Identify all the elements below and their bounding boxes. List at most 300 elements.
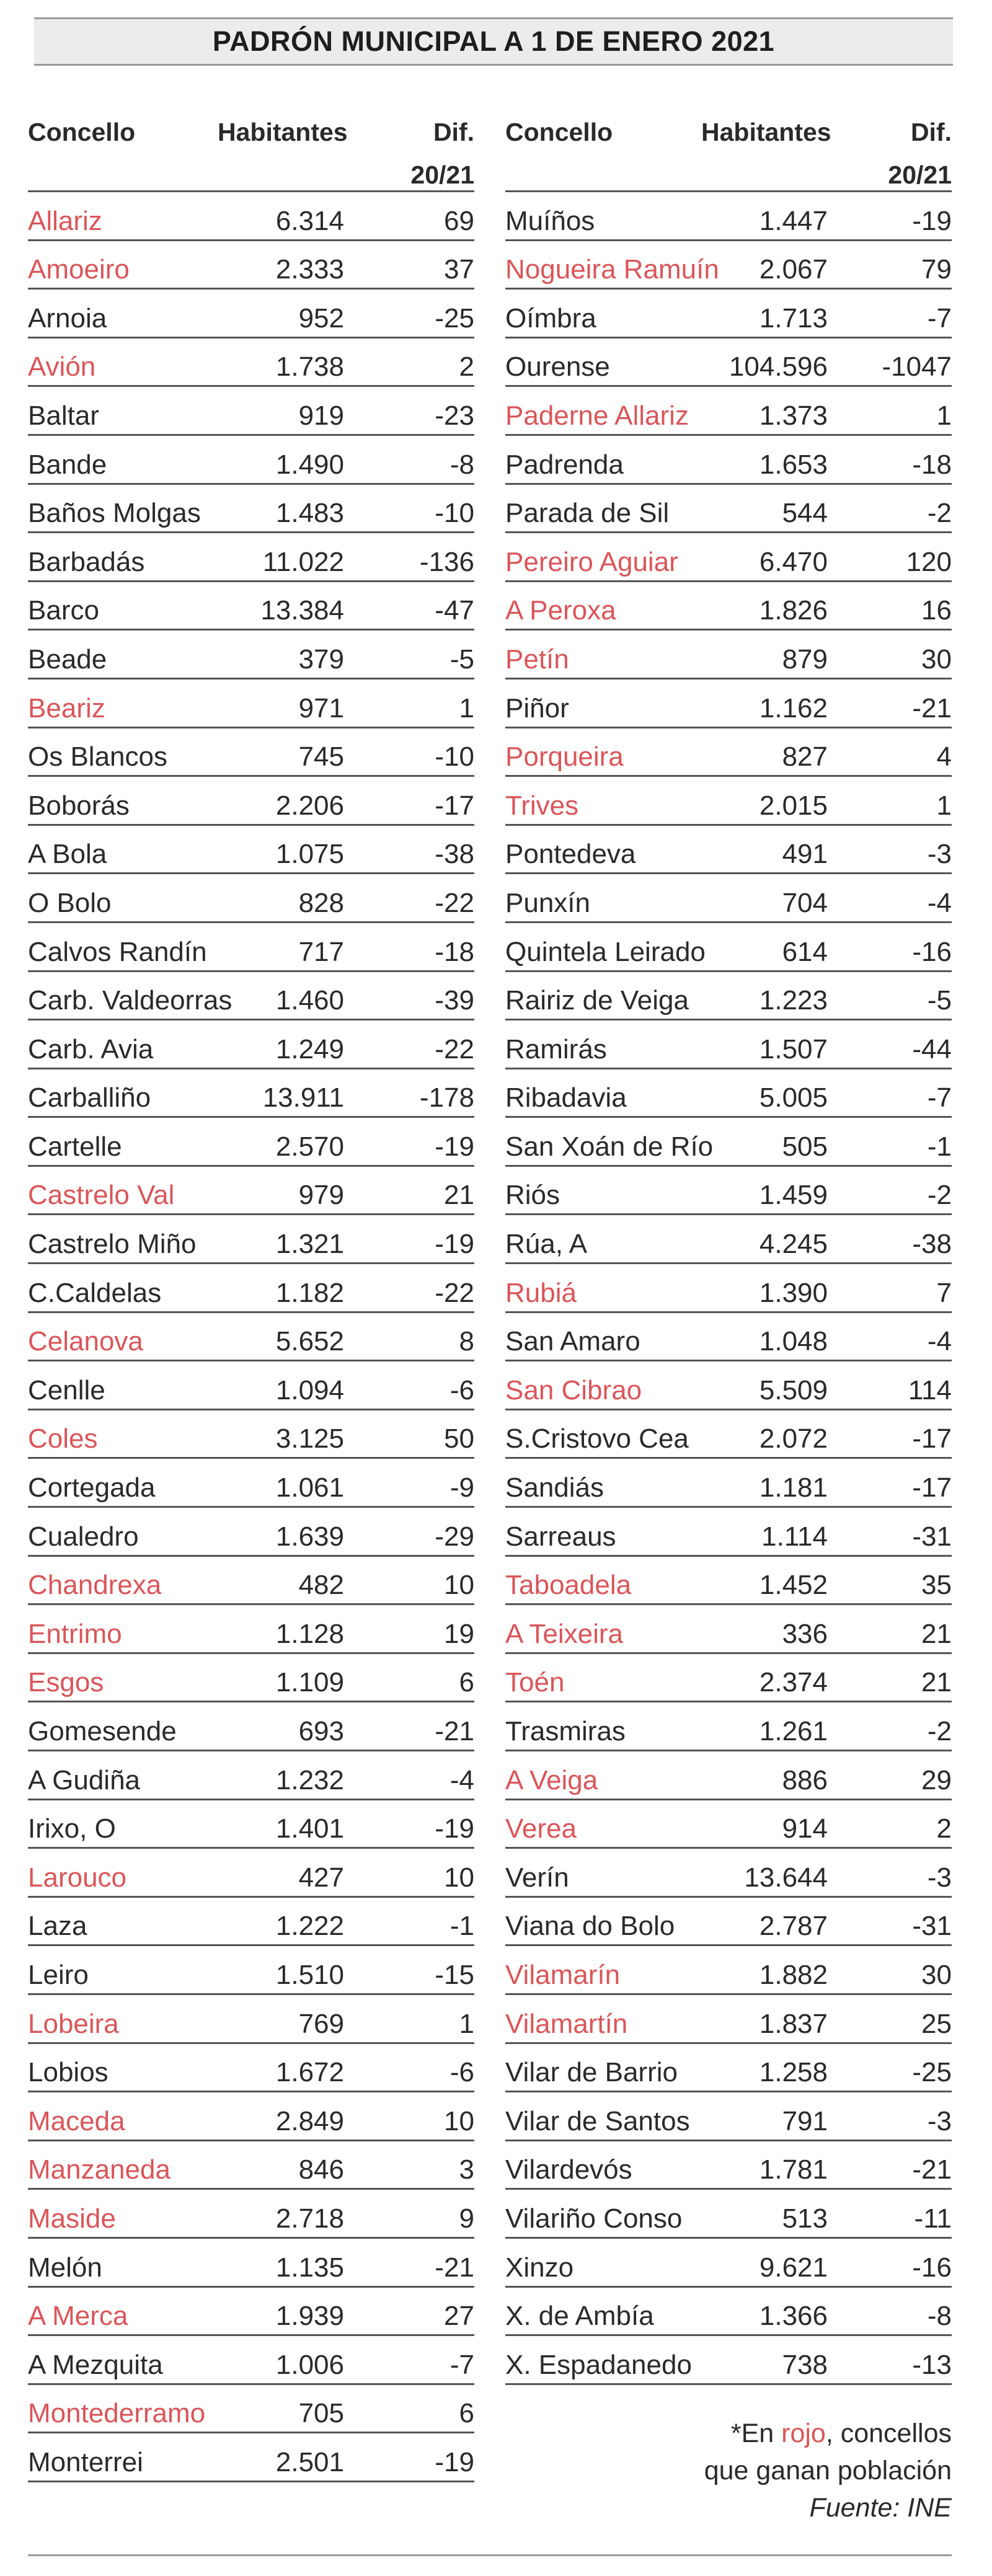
dif-value: -21 bbox=[912, 2154, 952, 2185]
dif-value: -2 bbox=[927, 1180, 952, 1211]
concello-name: Lobeira bbox=[28, 2008, 119, 2039]
habitantes-value: 738 bbox=[782, 2349, 828, 2380]
table-row bbox=[505, 387, 952, 436]
table-row bbox=[28, 1361, 474, 1410]
habitantes-value: 13.644 bbox=[744, 1862, 828, 1893]
dif-value: -21 bbox=[435, 2252, 474, 2283]
dif-value: 21 bbox=[921, 1667, 952, 1698]
concello-name: X. Espadanedo bbox=[505, 2349, 692, 2380]
concello-name: Esgos bbox=[28, 1667, 104, 1698]
concello-name: Beariz bbox=[28, 693, 105, 724]
table-row bbox=[505, 1020, 952, 1069]
table-row bbox=[505, 241, 952, 290]
habitantes-value: 1.109 bbox=[275, 1667, 344, 1698]
dif-value: -21 bbox=[435, 1716, 474, 1746]
habitantes-value: 952 bbox=[298, 303, 344, 334]
table-row bbox=[505, 339, 952, 387]
habitantes-value: 791 bbox=[782, 2105, 828, 2136]
dif-value: -17 bbox=[912, 1423, 952, 1454]
dif-value: 21 bbox=[921, 1618, 952, 1649]
table-row bbox=[28, 1849, 474, 1898]
habitantes-value: 1.738 bbox=[275, 352, 344, 383]
dif-value: -19 bbox=[435, 2446, 474, 2477]
habitantes-value: 971 bbox=[298, 693, 344, 724]
concello-name: Monterrei bbox=[28, 2446, 143, 2477]
table-row bbox=[505, 1215, 952, 1264]
dif-value: 1 bbox=[936, 790, 952, 821]
table-row bbox=[28, 2288, 474, 2337]
table-row bbox=[28, 1264, 474, 1313]
dif-value: -39 bbox=[435, 985, 474, 1016]
habitantes-value: 1.135 bbox=[275, 2252, 344, 2283]
table-row bbox=[505, 1557, 952, 1606]
legend-suffix: , concellos bbox=[825, 2419, 952, 2448]
dif-value: -21 bbox=[912, 693, 952, 724]
habitantes-value: 5.005 bbox=[759, 1082, 828, 1113]
habitantes-value: 513 bbox=[782, 2203, 828, 2234]
table-row bbox=[28, 582, 474, 631]
dif-value: 10 bbox=[444, 2105, 474, 2136]
dif-value: -1 bbox=[927, 1131, 952, 1162]
dif-value: 7 bbox=[936, 1277, 952, 1308]
concello-name: Xinzo bbox=[505, 2252, 574, 2283]
habitantes-value: 769 bbox=[298, 2008, 344, 2039]
habitantes-value: 1.114 bbox=[761, 1521, 828, 1552]
habitantes-value: 1.401 bbox=[275, 1813, 344, 1844]
habitantes-value: 2.072 bbox=[759, 1423, 828, 1454]
source-note: Fuente: INE bbox=[809, 2493, 952, 2523]
dif-value: -17 bbox=[435, 790, 474, 821]
concello-name: Piñor bbox=[505, 693, 569, 724]
concello-name: San Cibrao bbox=[505, 1374, 642, 1405]
habitantes-value: 104.596 bbox=[728, 352, 828, 383]
concello-name: Gomesende bbox=[28, 1716, 177, 1746]
dif-value: 35 bbox=[921, 1570, 952, 1601]
habitantes-value: 2.501 bbox=[275, 2446, 344, 2477]
concello-name: Ribadavia bbox=[505, 1082, 627, 1113]
table-row bbox=[28, 1898, 474, 1947]
table-row bbox=[28, 241, 474, 290]
habitantes-value: 336 bbox=[782, 1618, 828, 1649]
table-row bbox=[505, 436, 952, 485]
concello-name: A Gudiña bbox=[28, 1764, 141, 1795]
concello-name: San Amaro bbox=[505, 1326, 640, 1357]
habitantes-value: 745 bbox=[298, 741, 344, 772]
concello-name: Paderne Allariz bbox=[505, 400, 689, 431]
concello-name: Ramirás bbox=[505, 1033, 607, 1064]
dif-value: -25 bbox=[912, 2057, 952, 2088]
concello-name: Vilar de Santos bbox=[505, 2105, 690, 2136]
concello-name: Cualedro bbox=[28, 1521, 139, 1552]
dif-value: 9 bbox=[459, 2203, 474, 2234]
dif-value: -31 bbox=[912, 1911, 952, 1942]
habitantes-value: 979 bbox=[298, 1180, 344, 1211]
dif-value: -6 bbox=[450, 1374, 474, 1405]
habitantes-value: 13.911 bbox=[262, 1082, 344, 1113]
concello-name: Montederramo bbox=[28, 2398, 206, 2429]
dif-value: -3 bbox=[927, 839, 952, 870]
habitantes-value: 914 bbox=[782, 1813, 828, 1844]
concello-name: Larouco bbox=[28, 1862, 127, 1893]
table-row bbox=[505, 1118, 952, 1167]
habitantes-value: 919 bbox=[298, 400, 344, 431]
table-row bbox=[505, 1898, 952, 1947]
concello-name: Barbadás bbox=[28, 546, 145, 577]
habitantes-value: 1.373 bbox=[759, 400, 828, 431]
concello-name: Entrimo bbox=[28, 1618, 122, 1649]
dif-value: 21 bbox=[444, 1180, 474, 1211]
table-row bbox=[28, 2239, 474, 2288]
table-row bbox=[505, 1167, 952, 1216]
habitantes-value: 1.459 bbox=[759, 1180, 828, 1211]
habitantes-value: 4.245 bbox=[759, 1229, 828, 1260]
header-dif: Dif. bbox=[433, 118, 474, 146]
concello-name: Muíños bbox=[505, 205, 595, 236]
dif-value: -3 bbox=[927, 1862, 952, 1893]
dif-value: -38 bbox=[435, 839, 474, 870]
concello-name: O Bolo bbox=[28, 887, 112, 918]
concello-name: Arnoia bbox=[28, 303, 107, 334]
habitantes-value: 2.570 bbox=[275, 1131, 344, 1162]
dif-value: -6 bbox=[450, 2057, 474, 2088]
concello-name: Maside bbox=[28, 2203, 116, 2234]
dif-value: 2 bbox=[936, 1813, 952, 1844]
concello-name: Lobios bbox=[28, 2057, 108, 2088]
habitantes-value: 9.621 bbox=[759, 2252, 828, 2283]
concello-name: Rubiá bbox=[505, 1277, 577, 1308]
habitantes-value: 5.652 bbox=[275, 1326, 344, 1357]
concello-name: Melón bbox=[28, 2252, 102, 2283]
dif-value: -19 bbox=[435, 1813, 474, 1844]
concello-name: Carb. Avia bbox=[28, 1033, 154, 1064]
table-row bbox=[505, 1946, 952, 1995]
table-row bbox=[505, 728, 952, 777]
concello-name: Pontedeva bbox=[505, 839, 636, 870]
dif-value: -22 bbox=[435, 1277, 474, 1308]
habitantes-value: 1.490 bbox=[275, 449, 344, 480]
dif-value: 30 bbox=[921, 644, 952, 675]
dif-value: 2 bbox=[459, 352, 474, 383]
concello-name: Castrelo Val bbox=[28, 1180, 175, 1211]
concello-name: Chandrexa bbox=[28, 1570, 162, 1601]
habitantes-value: 1.094 bbox=[275, 1374, 344, 1405]
habitantes-value: 1.639 bbox=[275, 1521, 344, 1552]
dif-value: 79 bbox=[921, 254, 952, 285]
dif-value: -8 bbox=[927, 2301, 952, 2332]
table-row bbox=[505, 1654, 952, 1703]
table-row bbox=[28, 826, 474, 875]
dif-value: -18 bbox=[435, 936, 474, 967]
table-row bbox=[505, 533, 952, 582]
habitantes-value: 1.249 bbox=[275, 1033, 344, 1064]
header-dif-period: 20/21 bbox=[888, 161, 952, 189]
dif-value: 69 bbox=[444, 205, 474, 236]
dif-value: 30 bbox=[921, 1959, 952, 1990]
table-row bbox=[505, 826, 952, 875]
legend-note bbox=[704, 2415, 952, 2452]
habitantes-value: 1.826 bbox=[759, 595, 828, 626]
table-header-left bbox=[28, 118, 474, 192]
concello-name: Punxín bbox=[505, 887, 590, 918]
table-right bbox=[505, 118, 952, 2385]
table-row bbox=[28, 1508, 474, 1557]
habitantes-value: 1.128 bbox=[275, 1618, 344, 1649]
concello-name: Coles bbox=[28, 1423, 98, 1454]
dif-value: -19 bbox=[912, 205, 952, 236]
concello-name: Padrenda bbox=[505, 449, 624, 480]
table-row bbox=[28, 1020, 474, 1069]
footer-note bbox=[704, 2415, 952, 2526]
header-dif-period: 20/21 bbox=[410, 161, 474, 189]
concello-name: Quintela Leirado bbox=[505, 936, 706, 967]
habitantes-value: 827 bbox=[782, 741, 828, 772]
concello-name: Oímbra bbox=[505, 303, 596, 334]
concello-name: Rúa, A bbox=[505, 1229, 588, 1260]
dif-value: 10 bbox=[444, 1570, 474, 1601]
concello-name: Celanova bbox=[28, 1326, 143, 1357]
dif-value: -19 bbox=[435, 1131, 474, 1162]
habitantes-value: 1.048 bbox=[759, 1326, 828, 1357]
habitantes-value: 1.390 bbox=[759, 1277, 828, 1308]
habitantes-value: 2.067 bbox=[759, 254, 828, 285]
dif-value: -7 bbox=[927, 303, 952, 334]
habitantes-value: 1.223 bbox=[759, 985, 828, 1016]
concello-name: Riós bbox=[505, 1180, 560, 1211]
concello-name: Rairiz de Veiga bbox=[505, 985, 689, 1016]
habitantes-value: 5.509 bbox=[759, 1374, 828, 1405]
table-row bbox=[505, 972, 952, 1021]
table-row bbox=[28, 972, 474, 1021]
concello-name: Carballiño bbox=[28, 1082, 151, 1113]
habitantes-value: 1.653 bbox=[759, 449, 828, 480]
header-habitantes: Habitantes bbox=[218, 118, 348, 146]
table-row bbox=[28, 2141, 474, 2190]
concello-name: Vilardevós bbox=[505, 2154, 632, 2185]
dif-value: -4 bbox=[450, 1764, 474, 1795]
habitantes-value: 879 bbox=[782, 644, 828, 675]
concello-name: Verín bbox=[505, 1862, 569, 1893]
table-row bbox=[505, 582, 952, 631]
habitantes-value: 482 bbox=[298, 1570, 344, 1601]
habitantes-value: 505 bbox=[782, 1131, 828, 1162]
dif-value: -47 bbox=[435, 595, 474, 626]
habitantes-value: 1.182 bbox=[275, 1277, 344, 1308]
concello-name: Boborás bbox=[28, 790, 130, 821]
habitantes-value: 705 bbox=[298, 2398, 344, 2429]
header-dif: Dif. bbox=[910, 118, 952, 146]
table-row bbox=[505, 485, 952, 534]
concello-name: Taboadela bbox=[505, 1570, 632, 1601]
dif-value: 6 bbox=[459, 2398, 474, 2429]
habitantes-value: 1.510 bbox=[275, 1959, 344, 1990]
dif-value: 114 bbox=[908, 1374, 952, 1405]
concello-name: Sandiás bbox=[505, 1472, 604, 1503]
legend-prefix: *En bbox=[730, 2419, 782, 2448]
habitantes-value: 614 bbox=[782, 936, 828, 967]
dif-value: 19 bbox=[444, 1618, 474, 1649]
table-row bbox=[505, 923, 952, 972]
rows-left bbox=[28, 192, 474, 2482]
concello-name: Petín bbox=[505, 644, 569, 675]
habitantes-value: 1.075 bbox=[275, 839, 344, 870]
table-row bbox=[505, 1410, 952, 1459]
table-row bbox=[28, 485, 474, 534]
concello-name: Castrelo Miño bbox=[28, 1229, 197, 1260]
habitantes-value: 2.206 bbox=[275, 790, 344, 821]
concello-name: Baños Molgas bbox=[28, 498, 201, 529]
table-row bbox=[28, 1751, 474, 1800]
habitantes-value: 1.162 bbox=[759, 693, 828, 724]
dif-value: -18 bbox=[912, 449, 952, 480]
table-row bbox=[505, 1995, 952, 2044]
dif-value: 1 bbox=[459, 2008, 474, 2039]
habitantes-value: 1.672 bbox=[275, 2057, 344, 2088]
concello-name: Vilariño Conso bbox=[505, 2203, 683, 2234]
habitantes-value: 886 bbox=[782, 1764, 828, 1795]
habitantes-value: 6.314 bbox=[275, 205, 344, 236]
habitantes-value: 1.447 bbox=[759, 205, 828, 236]
concello-name: C.Caldelas bbox=[28, 1277, 162, 1308]
table-row bbox=[505, 2141, 952, 2190]
dif-value: 50 bbox=[444, 1423, 474, 1454]
table-row bbox=[28, 2336, 474, 2385]
table-row bbox=[28, 874, 474, 923]
table-row bbox=[505, 1459, 952, 1508]
concello-name: Beade bbox=[28, 644, 107, 675]
habitantes-value: 2.787 bbox=[759, 1911, 828, 1942]
table-row bbox=[505, 2044, 952, 2093]
concello-name: A Bola bbox=[28, 839, 107, 870]
dif-value: -1 bbox=[450, 1911, 474, 1942]
concello-name: A Mezquita bbox=[28, 2349, 163, 2380]
habitantes-value: 2.333 bbox=[275, 254, 344, 285]
habitantes-value: 2.718 bbox=[275, 2203, 344, 2234]
habitantes-value: 1.232 bbox=[275, 1764, 344, 1795]
table-row bbox=[505, 1751, 952, 1800]
table-row bbox=[28, 387, 474, 436]
dif-value: 16 bbox=[921, 595, 952, 626]
habitantes-value: 1.882 bbox=[759, 1959, 828, 1990]
habitantes-value: 1.366 bbox=[759, 2301, 828, 2332]
title-bar bbox=[34, 17, 953, 66]
table-row bbox=[28, 1313, 474, 1362]
concello-name: A Peroxa bbox=[505, 595, 616, 626]
dif-value: 120 bbox=[906, 546, 952, 577]
legend-line2: que ganan población bbox=[704, 2456, 952, 2485]
concello-name: Cenlle bbox=[28, 1374, 105, 1405]
table-row bbox=[505, 1264, 952, 1313]
table-row bbox=[505, 192, 952, 241]
dif-value: -19 bbox=[435, 1229, 474, 1260]
concello-name: Porqueira bbox=[505, 741, 624, 772]
table-row bbox=[28, 1605, 474, 1654]
table-row bbox=[505, 1361, 952, 1410]
page-title: PADRÓN MUNICIPAL A 1 DE ENERO 2021 bbox=[212, 25, 775, 57]
table-row bbox=[505, 2092, 952, 2141]
dif-value: 37 bbox=[444, 254, 474, 285]
table-row bbox=[505, 2288, 952, 2337]
concello-name: Toén bbox=[505, 1667, 565, 1698]
dif-value: 25 bbox=[921, 2008, 952, 2039]
dif-value: 6 bbox=[459, 1667, 474, 1698]
concello-name: San Xoán de Río bbox=[505, 1131, 714, 1162]
table-row bbox=[28, 1800, 474, 1849]
dif-value: -1047 bbox=[882, 352, 952, 383]
habitantes-value: 717 bbox=[298, 936, 344, 967]
table-row bbox=[28, 2044, 474, 2093]
dif-value: 10 bbox=[444, 1862, 474, 1893]
concello-name: Maceda bbox=[28, 2105, 125, 2136]
table-row bbox=[28, 290, 474, 339]
table-row bbox=[505, 1702, 952, 1751]
habitantes-value: 2.015 bbox=[759, 790, 828, 821]
concello-name: Verea bbox=[505, 1813, 577, 1844]
dif-value: -4 bbox=[927, 1326, 952, 1357]
habitantes-value: 1.837 bbox=[759, 2008, 828, 2039]
habitantes-value: 1.061 bbox=[275, 1472, 344, 1503]
concello-name: A Teixeira bbox=[505, 1618, 623, 1649]
concello-name: Trives bbox=[505, 790, 579, 821]
concello-name: Calvos Randín bbox=[28, 936, 207, 967]
dif-value: 29 bbox=[921, 1764, 952, 1795]
dif-value: -5 bbox=[927, 985, 952, 1016]
concello-name: A Veiga bbox=[505, 1764, 598, 1795]
table-row bbox=[28, 923, 474, 972]
dif-value: -5 bbox=[450, 644, 474, 675]
dif-value: -22 bbox=[435, 1033, 474, 1064]
dif-value: -15 bbox=[435, 1959, 474, 1990]
table-row bbox=[505, 777, 952, 826]
concello-name: Viana do Bolo bbox=[505, 1911, 675, 1942]
table-row bbox=[28, 2385, 474, 2434]
table-row bbox=[28, 1167, 474, 1216]
concello-name: Vilar de Barrio bbox=[505, 2057, 678, 2088]
dif-value: 27 bbox=[444, 2301, 474, 2332]
table-row bbox=[28, 1654, 474, 1703]
table-row bbox=[505, 1849, 952, 1898]
dif-value: -8 bbox=[450, 449, 474, 480]
concello-name: Bande bbox=[28, 449, 107, 480]
concello-name: Barco bbox=[28, 595, 99, 626]
habitantes-value: 2.374 bbox=[759, 1667, 828, 1698]
table-row bbox=[28, 2190, 474, 2239]
habitantes-value: 1.261 bbox=[759, 1716, 828, 1746]
habitantes-value: 1.181 bbox=[759, 1472, 828, 1503]
table-row bbox=[28, 679, 474, 728]
habitantes-value: 1.006 bbox=[275, 2349, 344, 2380]
habitantes-value: 1.483 bbox=[275, 498, 344, 529]
table-row bbox=[28, 192, 474, 241]
dif-value: -38 bbox=[912, 1229, 952, 1260]
table-row bbox=[505, 679, 952, 728]
concello-name: Amoeiro bbox=[28, 254, 130, 285]
concello-name: Parada de Sil bbox=[505, 498, 670, 529]
dif-value: -17 bbox=[912, 1472, 952, 1503]
table-row bbox=[505, 1069, 952, 1118]
table-row bbox=[28, 1557, 474, 1606]
table-row bbox=[28, 339, 474, 387]
habitantes-value: 3.125 bbox=[275, 1423, 344, 1454]
rows-right bbox=[505, 192, 952, 2385]
table-row bbox=[28, 1702, 474, 1751]
dif-value: 1 bbox=[936, 400, 952, 431]
table-row bbox=[505, 1508, 952, 1557]
table-row bbox=[28, 436, 474, 485]
dif-value: -13 bbox=[912, 2349, 952, 2380]
habitantes-value: 13.384 bbox=[260, 595, 344, 626]
habitantes-value: 828 bbox=[298, 887, 344, 918]
table-row bbox=[28, 1069, 474, 1118]
